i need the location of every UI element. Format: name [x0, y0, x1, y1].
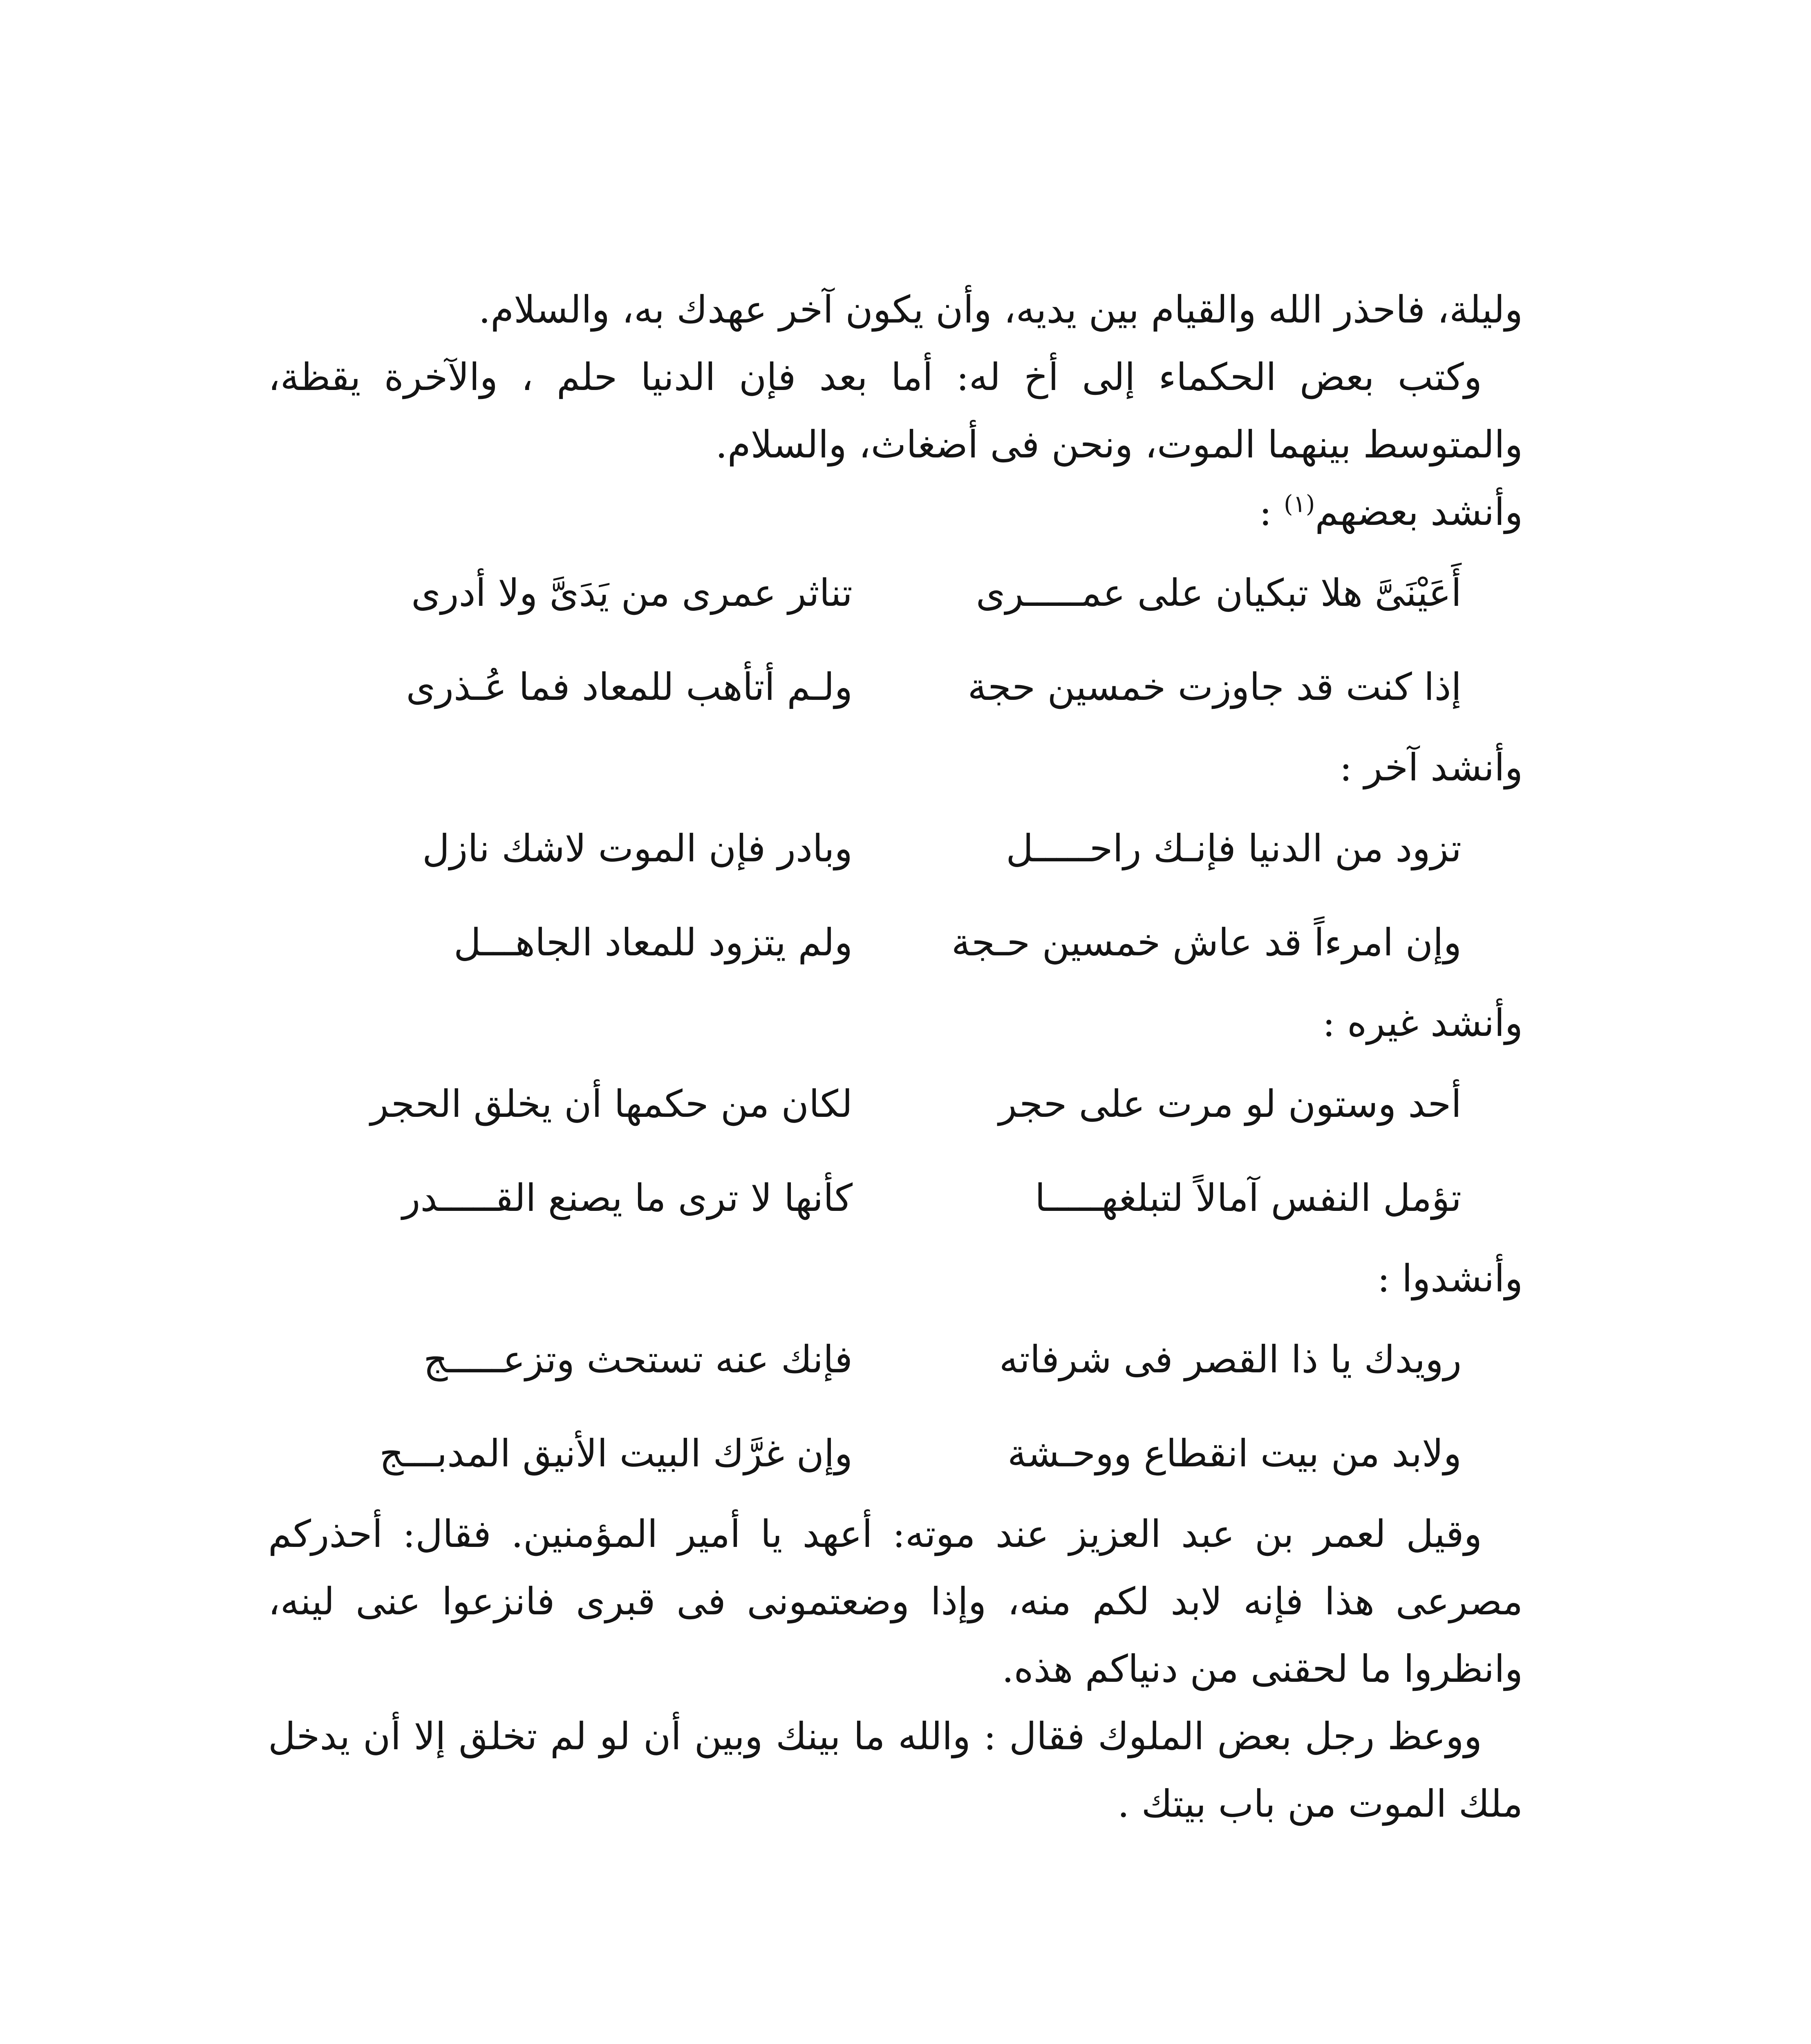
paragraph-1: وليلة، فاحذر الله والقيام بين يديه، وأن يكون آخر عهدك به، والسلام.	[478, 288, 1523, 332]
poem-1-intro	[268, 478, 1523, 546]
hemistich-second: وإن غرَّك البيت الأنيق المدبـــج	[379, 1431, 853, 1475]
verse	[268, 1312, 1523, 1406]
hemistich-second: كأنها لا ترى ما يصنع القـــــدر	[402, 1176, 853, 1220]
poem-4	[268, 1312, 1523, 1500]
hemistich-second: فإنك عنه تستحث وتزعـــــج	[423, 1337, 853, 1381]
verse	[268, 640, 1523, 734]
hemistich-first: إذا كنت قد جاوزت خمسين حجة	[967, 665, 1462, 709]
poem-1-intro-text: وأنشد بعضهم	[1315, 490, 1523, 534]
hemistich-first: تزود من الدنيا فإنـك راحـــــل	[1006, 826, 1462, 870]
poem-2	[268, 801, 1523, 989]
hemistich-first: وإن امرءاً قد عاش خمسين حـجة	[951, 920, 1462, 964]
hemistich-second: لكان من حكمها أن يخلق الحجر	[370, 1082, 853, 1126]
verse	[268, 1406, 1523, 1500]
hemistich-first: أَعَيْنَىَّ هلا تبكيان على عمـــــرى	[976, 571, 1462, 615]
paragraph-4: ووعظ رجل بعض الملوك فقال : والله ما بينك وبين أن لو لم تخلق إلا أن يدخل ملك الموت من باب بيتك .	[268, 1715, 1523, 1826]
hemistich-second: ولـم أتأهب للمعاد فما عُـذرى	[406, 665, 853, 709]
verse	[268, 1057, 1523, 1151]
poem-3-intro: وأنشد غيره :	[1322, 1001, 1523, 1045]
paragraph-3: وقيل لعمر بن عبد العزيز عند موته: أعهد يا أمير المؤمنين. فقال: أحذركم مصرعى هذا فإنه لابد لكم منه، وإذا وضعتمونى فى قبرى فانزعوا عنى لينه، وانظروا ما لحقنى من دنياكم هذه.	[268, 1512, 1523, 1691]
hemistich-first: رويدك يا ذا القصر فى شرفاته	[999, 1337, 1462, 1381]
hemistich-first: أحد وستون لو مرت على حجر	[998, 1082, 1462, 1126]
poem-1-intro-colon: :	[1259, 490, 1284, 534]
hemistich-first: ولابد من بيت انقطاع ووحـشة	[1007, 1431, 1462, 1475]
hemistich-second: ولم يتزود للمعاد الجاهـــل	[453, 920, 853, 964]
hemistich-second: وبادر فإن الموت لاشك نازل	[422, 826, 853, 870]
verse	[268, 801, 1523, 895]
verse	[268, 1151, 1523, 1245]
verse	[268, 895, 1523, 989]
poem-3	[268, 1057, 1523, 1245]
poem-4-intro: وأنشدوا :	[1377, 1257, 1523, 1300]
hemistich-second: تناثر عمرى من يَدَىَّ ولا أدرى	[411, 571, 853, 615]
poem-1	[268, 546, 1523, 734]
main-text	[268, 276, 1523, 1838]
poem-2-intro: وأنشد آخر :	[1339, 746, 1523, 789]
hemistich-first: تؤمل النفس آمالاً لتبلغهـــــا	[1035, 1176, 1462, 1220]
footnote-reference: (١)	[1283, 490, 1315, 518]
paragraph-2: وكتب بعض الحكماء إلى أخ له: أما بعد فإن الدنيا حلم ، والآخرة يقظة، والمتوسط بينهما الموت، ونحن فى أضغاث، والسلام.	[268, 355, 1523, 466]
verse	[268, 546, 1523, 640]
